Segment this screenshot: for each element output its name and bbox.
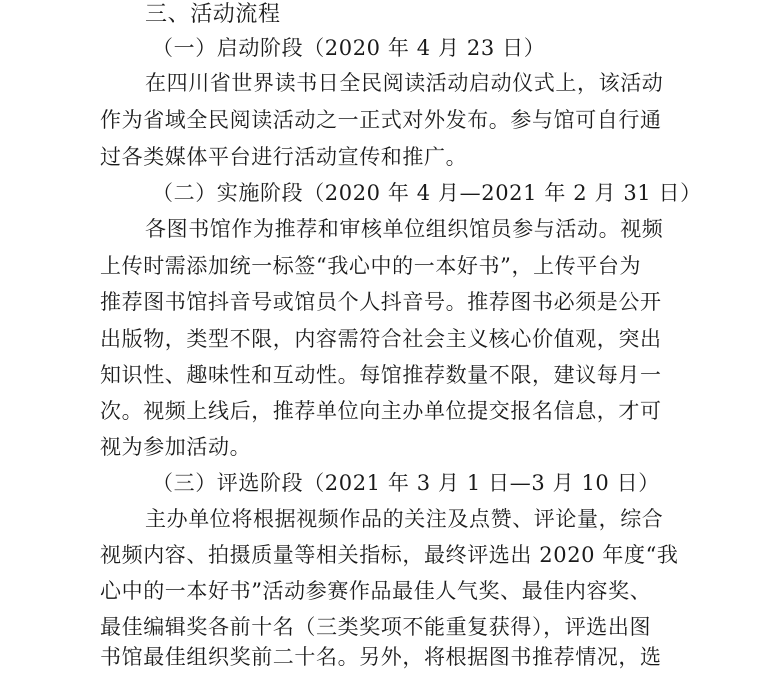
paragraph-line: 各图书馆作为推荐和审核单位组织馆员参与活动。视频 (145, 217, 664, 241)
paragraph-line: 书馆最佳组织奖前二十名。另外，将根据图书推荐情况，选 (100, 645, 662, 669)
paragraph-line: 主办单位将根据视频作品的关注及点赞、评论量，综合 (145, 507, 664, 531)
stage-heading-launch: （一）启动阶段（2020 年 4 月 23 日） (152, 36, 546, 60)
stage-heading-evaluation: （三）评选阶段（2021 年 3 月 1 日—3 月 10 日） (152, 471, 660, 495)
paragraph-line: 上传时需添加统一标签“我心中的一本好书”，上传平台为 (100, 254, 642, 278)
paragraph-line: 出版物，类型不限，内容需符合社会主义核心价值观，突出 (100, 327, 662, 351)
paragraph-line: 过各类媒体平台进行活动宣传和推广。 (100, 145, 468, 169)
paragraph-line: 最佳编辑奖各前十名（三类奖项不能重复获得），评选出图 (100, 615, 652, 639)
paragraph-line: 次。视频上线后，推荐单位向主办单位提交报名信息，才可 (100, 399, 662, 423)
section-title: 三、活动流程 (145, 2, 281, 27)
stage-heading-implementation: （二）实施阶段（2020 年 4 月—2021 年 2 月 31 日） (152, 181, 702, 205)
paragraph-line: 视频内容、拍摄质量等相关指标，最终评选出 2020 年度“我 (100, 543, 679, 567)
paragraph-line: 推荐图书馆抖音号或馆员个人抖音号。推荐图书必须是公开 (100, 290, 662, 314)
paragraph-line: 作为省域全民阅读活动之一正式对外发布。参与馆可自行通 (100, 108, 662, 132)
paragraph-line: 视为参加活动。 (100, 435, 252, 459)
paragraph-line: 心中的一本好书”活动参赛作品最佳人气奖、最佳内容奖、 (100, 579, 652, 603)
paragraph-line: 在四川省世界读书日全民阅读活动启动仪式上，该活动 (145, 71, 664, 95)
paragraph-line: 知识性、趣味性和互动性。每馆推荐数量不限，建议每月一 (100, 363, 662, 387)
